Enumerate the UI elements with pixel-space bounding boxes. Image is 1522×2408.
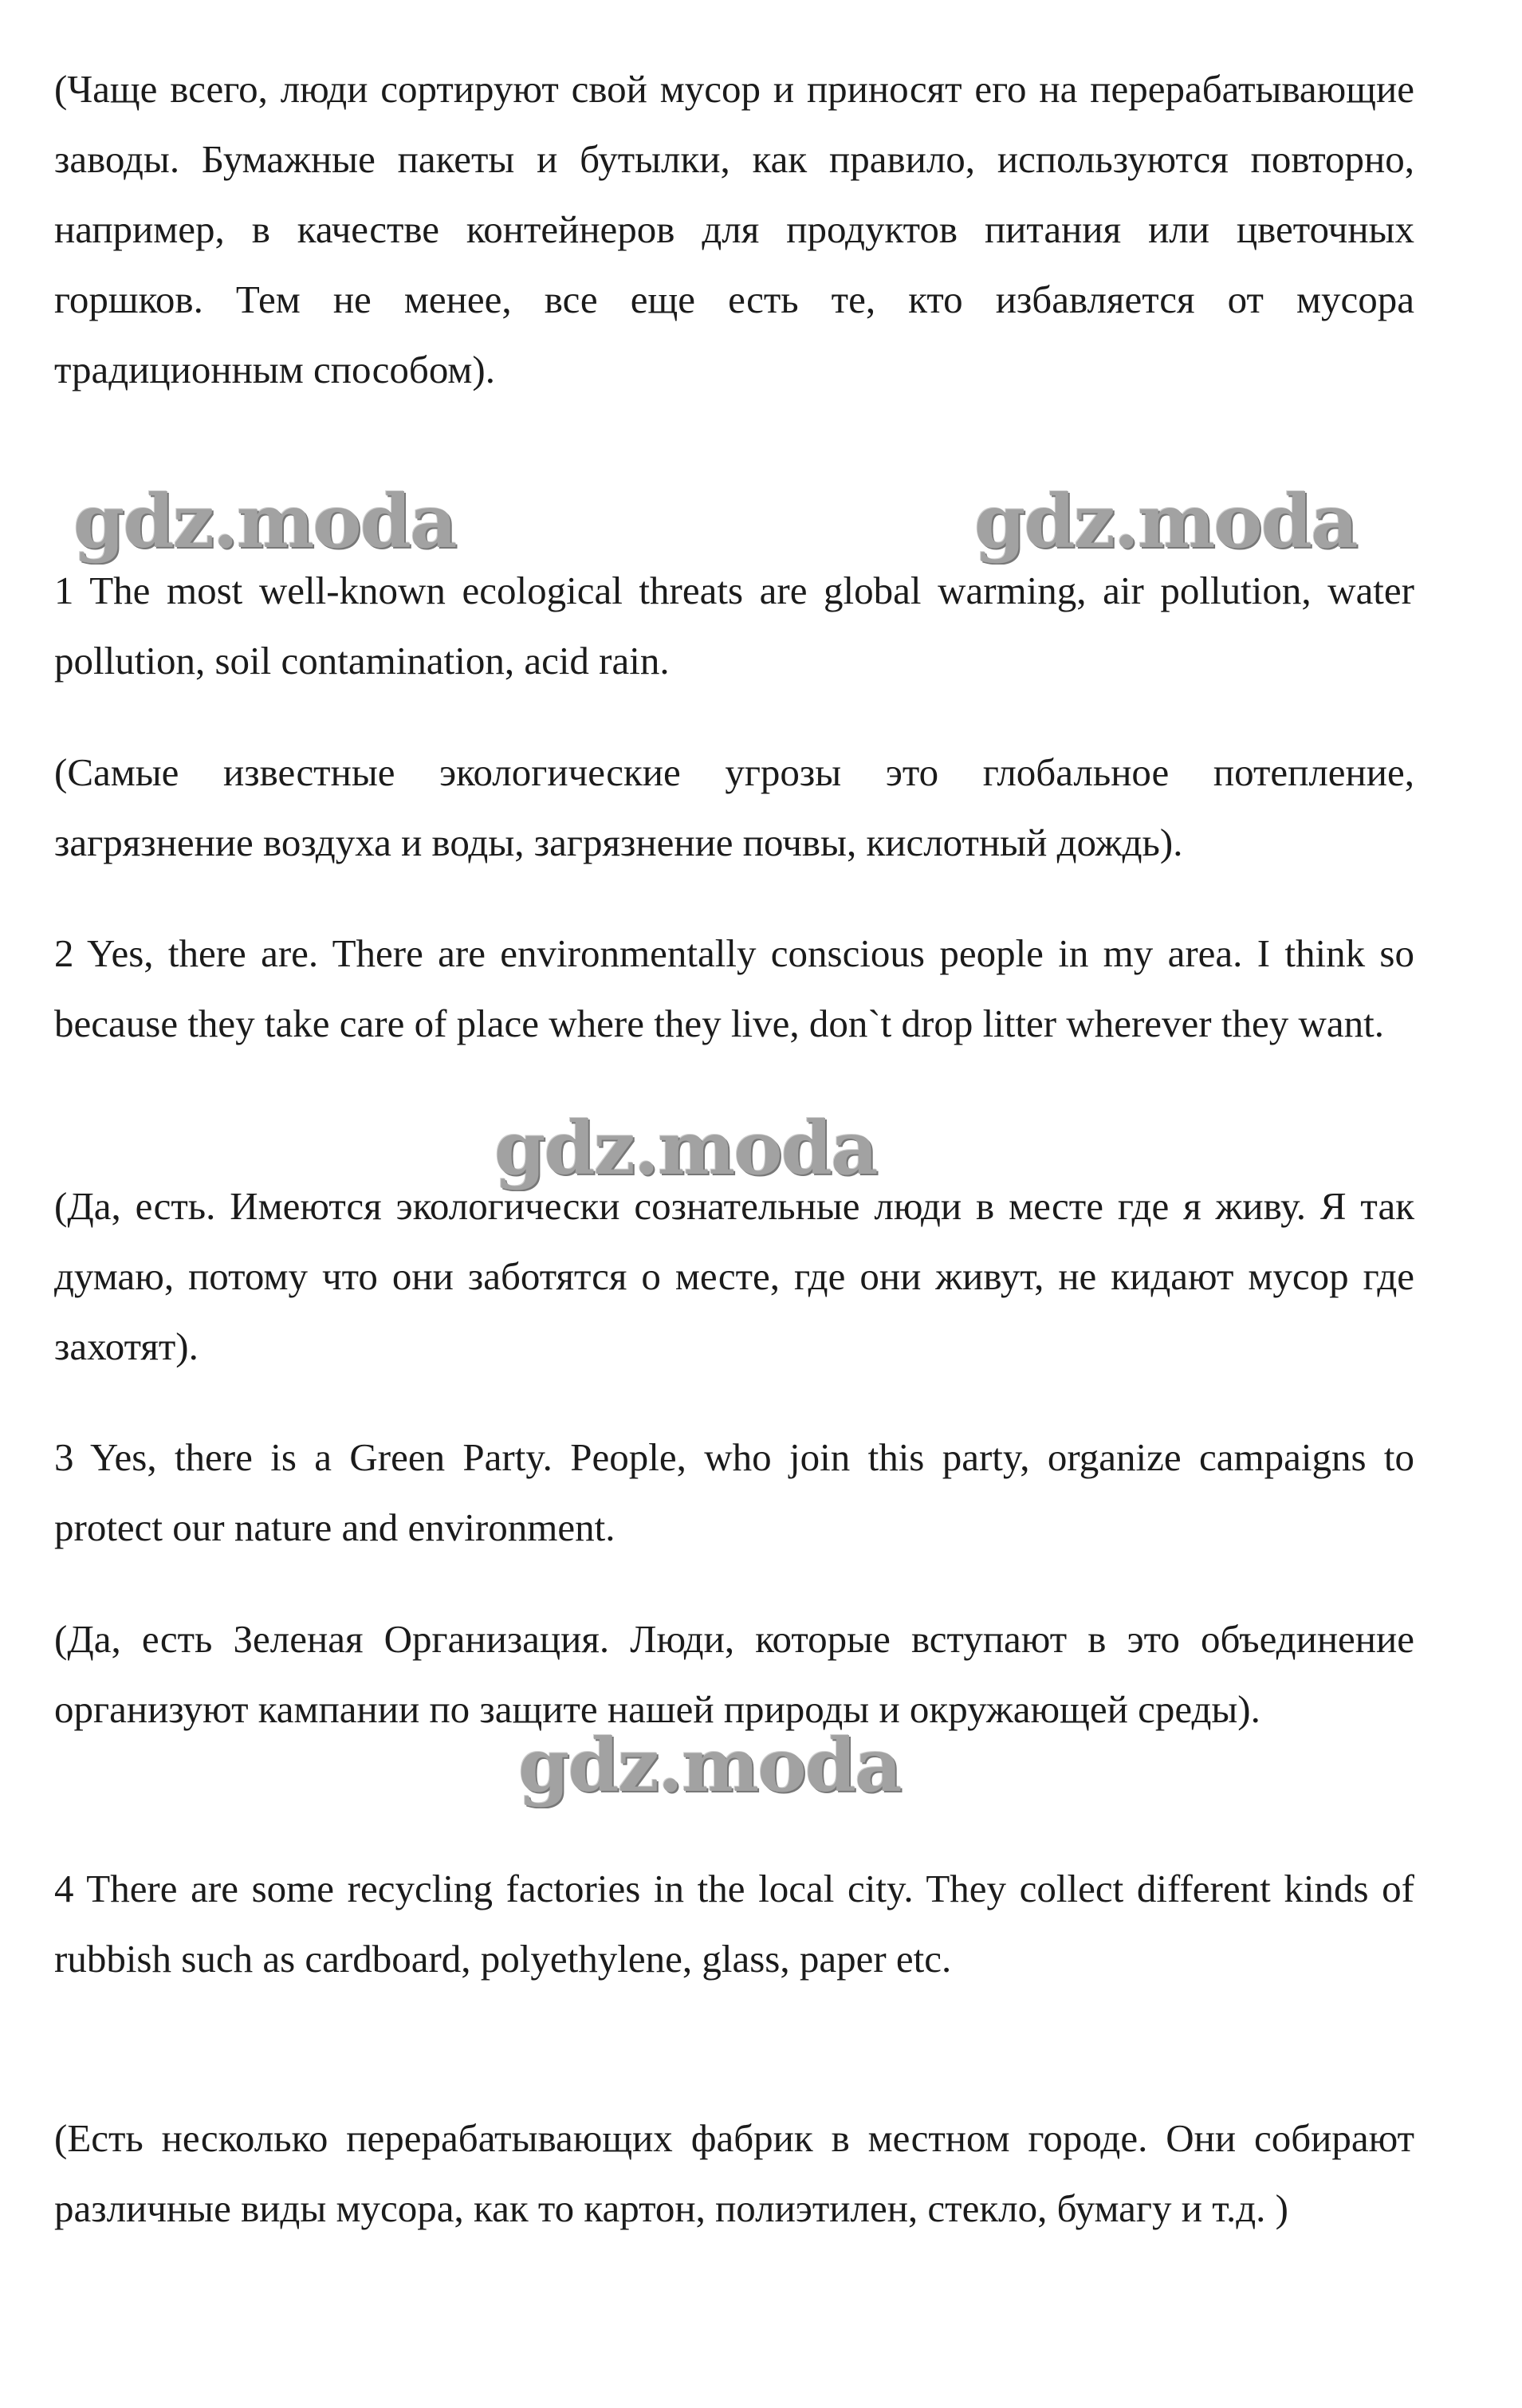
answer-4: 4 There are some recycling factories in the local city. They collect different kinds of rubbish such as cardboard, polyethylene, glass, paper etc.	[54, 1867, 1414, 1981]
paragraph-intro-translation: (Чаще всего, люди сортируют свой мусор и приносят его на перерабатывающие заводы. Бумажные пакеты и бутылки, как правило, используются повторно, например, в качестве контейнеров для продуктов питания или цветочных горшков. Тем не менее, все еще есть те, кто избавляется от мусора традиционным способом).	[54, 67, 1414, 391]
answer-3-translation: (Да, есть Зеленая Организация. Люди, которые вступают в это объединение организуют кампании по защите нашей природы и окружающей среды).	[54, 1617, 1414, 1731]
answer-4-translation: (Есть несколько перерабатывающих фабрик в местном городе. Они собирают различные виды мусора, как то картон, полиэтилен, стекло, бумагу и т.д. )	[54, 2116, 1414, 2230]
answer-2-translation: (Да, есть. Имеются экологически сознательные люди в месте где я живу. Я так думаю, потому что они заботятся о месте, где они живут, не кидают мусор где захотят).	[54, 1184, 1414, 1368]
answer-1-translation: (Самые известные экологические угрозы это глобальное потепление, загрязнение воздуха и воды, загрязнение почвы, кислотный дождь).	[54, 750, 1414, 864]
answer-3: 3 Yes, there is a Green Party. People, who join this party, organize campaigns to protect our nature and environment.	[54, 1435, 1414, 1549]
watermark-logo: gdz.moda	[73, 478, 456, 565]
answer-1: 1 The most well-known ecological threats are global warming, air pollution, water pollution, soil contamination, acid rain.	[54, 569, 1414, 683]
watermark-logo: gdz.moda	[974, 478, 1357, 565]
watermark-logo: gdz.moda	[494, 1105, 877, 1191]
answer-2: 2 Yes, there are. There are environmentally conscious people in my area. I think so because they take care of place where they live, don`t drop litter wherever they want.	[54, 931, 1414, 1045]
watermark-logo: gdz.moda	[518, 1722, 901, 1808]
